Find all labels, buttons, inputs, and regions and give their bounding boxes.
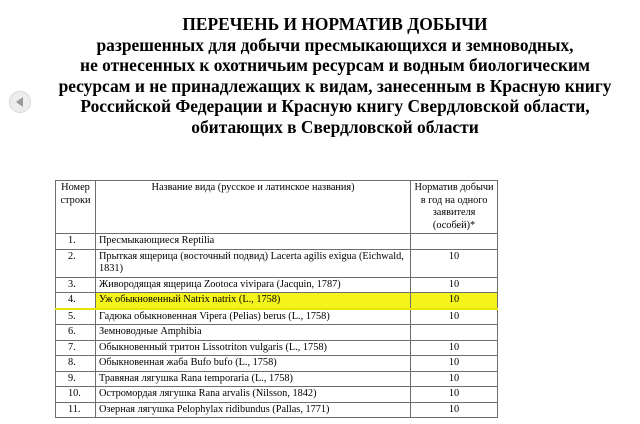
species-name: Земноводные Amphibia (95, 325, 410, 341)
table-row (56, 340, 498, 356)
header-norm: Норматив добычи в год на одного заявителя (особей)* (411, 181, 498, 234)
row-number: 8. (56, 356, 96, 372)
species-name: Обыкновенная жаба Bufo bufo (L., 1758) (95, 356, 410, 372)
norm-value: 10 (411, 356, 498, 372)
row-number: 1. (56, 234, 96, 250)
norm-value: 10 (411, 340, 498, 356)
title-line: не отнесенных к охотничьим ресурсам и водным биологическим (80, 55, 590, 76)
norm-value: 10 (411, 277, 498, 293)
header-species: Название вида (русское и латинское названия) (95, 181, 410, 234)
table-row (56, 387, 498, 403)
table-row (56, 356, 498, 372)
row-number: 3. (56, 277, 96, 293)
norm-value: 10 (411, 371, 498, 387)
species-name: Травяная лягушка Rana temporaria (L., 1758) (95, 371, 410, 387)
norm-value: 10 (411, 309, 498, 325)
title-line: ПЕРЕЧЕНЬ И НОРМАТИВ ДОБЫЧИ (182, 14, 488, 34)
table-row (56, 325, 498, 341)
species-name: Озерная лягушка Pelophylax ridibundus (Pallas, 1771) (95, 402, 410, 418)
table-row (56, 402, 498, 418)
header-row-number: Номер строки (56, 181, 96, 234)
row-number: 9. (56, 371, 96, 387)
page-title (40, 14, 630, 138)
species-name: Живородящая ящерица Zootoca vivipara (Jacquin, 1787) (95, 277, 410, 293)
table-header-row (56, 181, 498, 234)
table-row (56, 371, 498, 387)
species-name: Уж обыкновенный Natrix natrix (L., 1758) (95, 293, 410, 309)
row-number: 2. (56, 249, 96, 277)
chevron-left-icon (16, 97, 23, 107)
row-number: 6. (56, 325, 96, 341)
table-row-highlighted (56, 293, 498, 309)
row-number: 11. (56, 402, 96, 418)
norm-value (411, 234, 498, 250)
title-line: разрешенных для добычи пресмыкающихся и земноводных, (96, 34, 574, 55)
norm-value: 10 (411, 293, 498, 309)
norm-value: 10 (411, 249, 498, 277)
species-name: Обыкновенный тритон Lissotriton vulgaris (L., 1758) (95, 340, 410, 356)
norm-value: 10 (411, 387, 498, 403)
species-name: Гадюка обыкновенная Vipera (Pelias) berus (L., 1758) (95, 309, 410, 325)
previous-slide-button[interactable] (9, 91, 31, 113)
table-row (56, 277, 498, 293)
species-name: Остромордая лягушка Rana arvalis (Nilsson, 1842) (95, 387, 410, 403)
row-number: 5. (56, 309, 96, 325)
row-number: 10. (56, 387, 96, 403)
species-table (55, 180, 498, 418)
norm-value (411, 325, 498, 341)
title-line: ресурсам и не принадлежащих к видам, занесенным в Красную книгу (58, 75, 612, 96)
title-line: обитающих в Свердловской области (191, 116, 479, 137)
norm-value: 10 (411, 402, 498, 418)
row-number: 4. (56, 293, 96, 309)
table-row (56, 309, 498, 325)
row-number: 7. (56, 340, 96, 356)
table-row (56, 234, 498, 250)
title-line: Российской Федерации и Красную книгу Свердловской области, (80, 96, 590, 117)
table-row (56, 249, 498, 277)
species-name: Прыткая ящерица (восточный подвид) Lacerta agilis exigua (Eichwald, 1831) (95, 249, 410, 277)
species-name: Пресмыкающиеся Reptilia (95, 234, 410, 250)
